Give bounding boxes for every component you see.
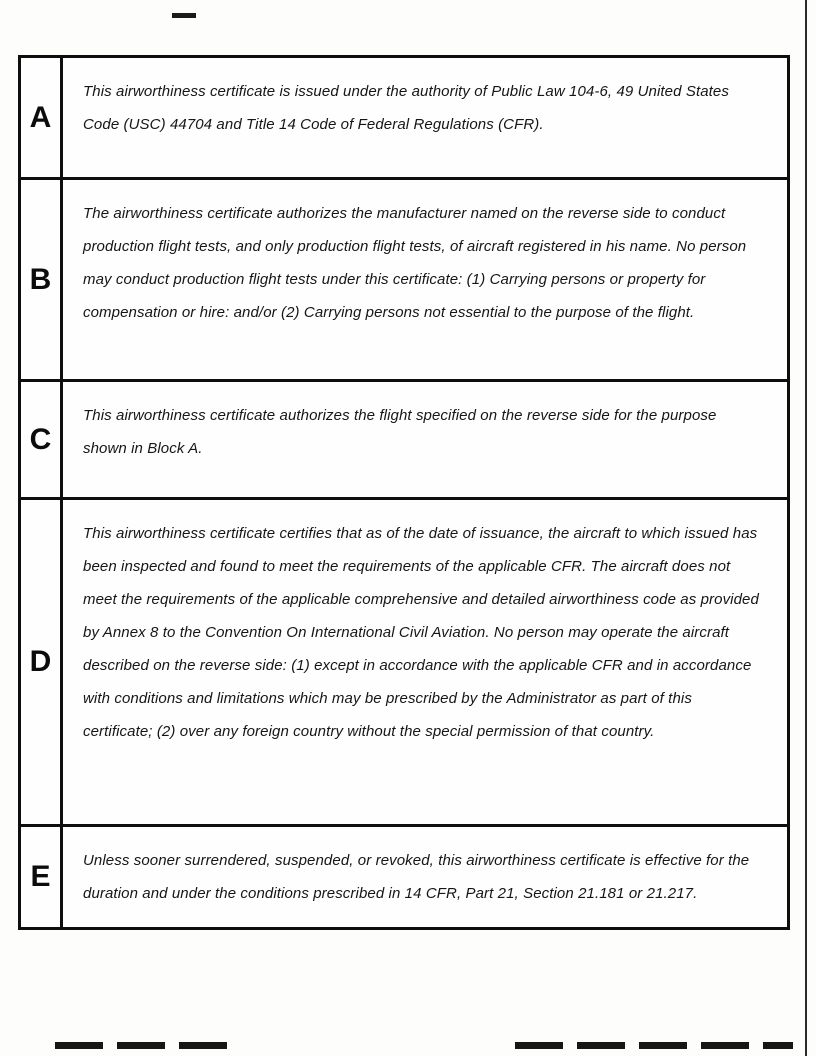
scan-artifact-bottom-dashes-right: [515, 1042, 793, 1049]
block-letter-c: C: [21, 382, 63, 497]
scan-artifact-bottom-dashes-left: [55, 1042, 240, 1049]
table-row-b: [21, 180, 787, 382]
block-letter-e: E: [21, 827, 63, 927]
block-text-b: The airworthiness certificate authorizes the manufacturer named on the reverse side to conduct production flight tests, and only production flight tests, of aircraft registered in his name. No person may conduct production flight tests under this certificate: (1) Carrying persons or property for compensation or hire: and/or (2) Carrying persons not essential to the purpose of the flight.: [83, 205, 747, 321]
block-letter-a: A: [21, 58, 63, 177]
block-text-e: Unless sooner surrendered, suspended, or revoked, this airworthiness certificate is effective for the duration and under the conditions prescribed in 14 CFR, Part 21, Section 21.181 or 21.217.: [83, 852, 750, 902]
block-text-d: This airworthiness certificate certifies that as of the date of issuance, the aircraft to which issued has been inspected and found to meet the requirements of the applicable CFR. The aircraft does not meet the requirements of the applicable comprehensive and detailed airworthiness code as provided by Annex 8 to the Convention On International Civil Aviation. No person may operate the aircraft described on the reverse side: (1) except in accordance with the applicable CFR and in accordance with conditions and limitations which may be prescribed by the Administrator as part of this certificate; (2) over any foreign country without the special permission of that country.: [83, 525, 759, 740]
table-row-a: [21, 58, 787, 180]
block-letter-b: B: [21, 180, 63, 379]
table-row-c: [21, 382, 787, 500]
scan-artifact-top-dash: [172, 13, 196, 18]
block-text-a: This airworthiness certificate is issued under the authority of Public Law 104-6, 49 United States Code (USC) 44704 and Title 14 Code of Federal Regulations (CFR).: [83, 83, 729, 133]
airworthiness-terms-table: [18, 55, 790, 930]
block-letter-d: D: [21, 500, 63, 824]
table-row-e: [21, 827, 787, 927]
table-row-d: [21, 500, 787, 827]
page-edge-line: [805, 0, 807, 1056]
block-text-c: This airworthiness certificate authorizes the flight specified on the reverse side for the purpose shown in Block A.: [83, 407, 717, 457]
